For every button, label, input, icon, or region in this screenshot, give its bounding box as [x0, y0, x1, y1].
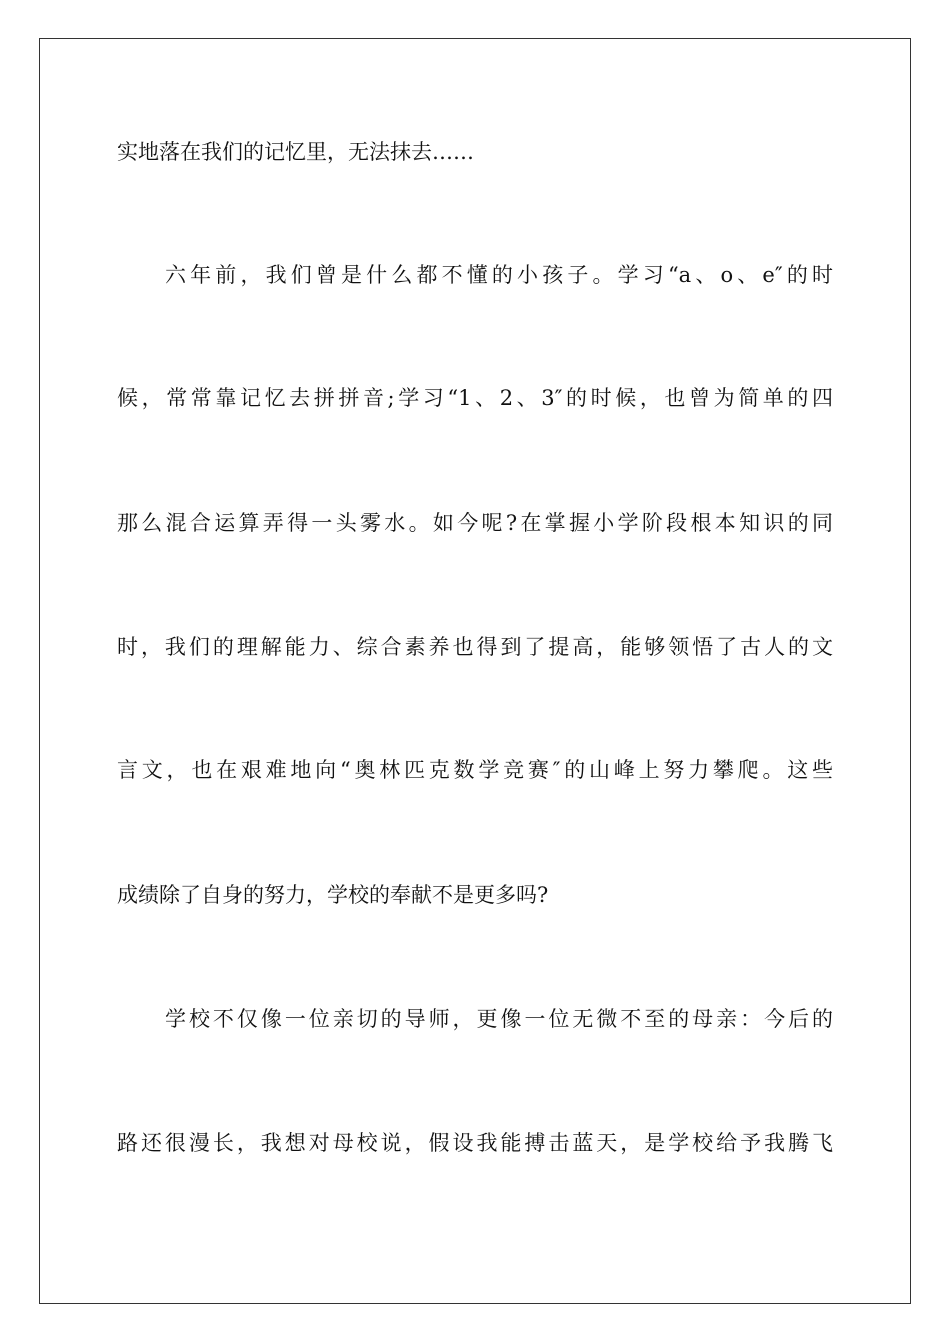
- text-line: 学校不仅像一位亲切的导师，更像一位无微不至的母亲：今后的: [165, 1007, 833, 1031]
- text-line: 六年前，我们曾是什么都不懂的小孩子。学习“a、o、e″的时: [165, 263, 833, 287]
- page-frame: [39, 38, 911, 1304]
- text-line: 候，常常靠记忆去拼拼音;学习“1、2、3″的时候，也曾为简单的四: [117, 386, 833, 410]
- text-line: 实地落在我们的记忆里，无法抹去……: [117, 140, 474, 164]
- text-line: 成绩除了自身的努力，学校的奉献不是更多吗?: [117, 883, 549, 907]
- text-line: 路还很漫长，我想对母校说，假设我能搏击蓝天，是学校给予我腾飞: [117, 1131, 833, 1155]
- text-line: 时，我们的理解能力、综合素养也得到了提高，能够领悟了古人的文: [117, 635, 833, 659]
- text-line: 那么混合运算弄得一头雾水。如今呢?在掌握小学阶段根本知识的同: [117, 511, 833, 535]
- text-line: 言文，也在艰难地向“奥林匹克数学竞赛″的山峰上努力攀爬。这些: [117, 758, 833, 782]
